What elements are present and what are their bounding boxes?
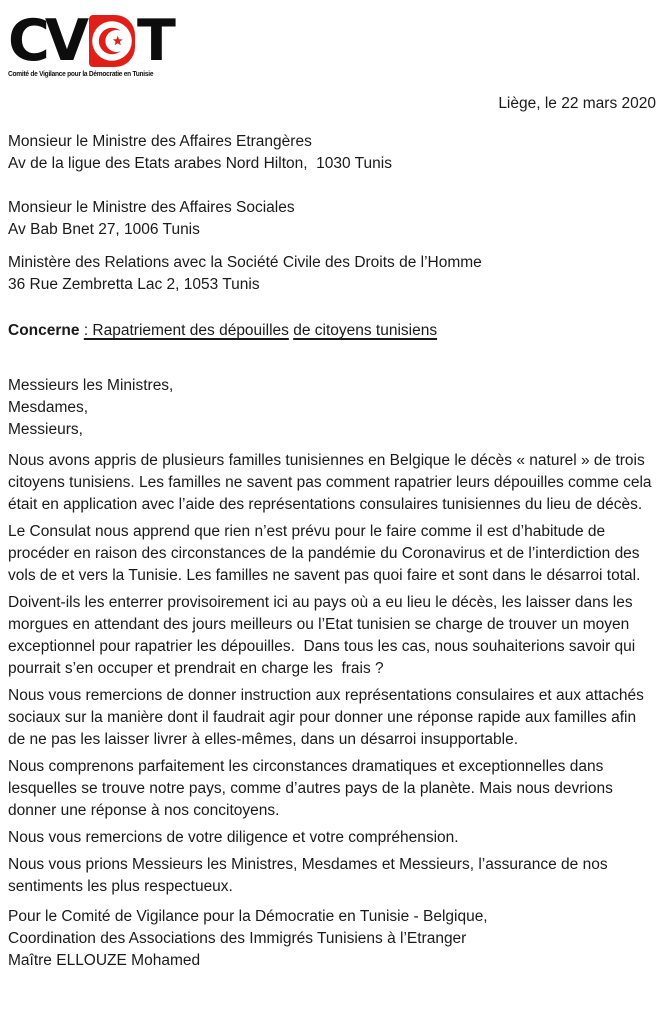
subject-label: Concerne [8,322,80,339]
paragraph-deces-annonce: Nous avons appris de plusieurs familles tunisiennes en Belgique le décès « naturel » de trois citoyens tunisiens. Les familles ne savent pas comment rapatrier leurs dépouilles comme cela était en application avec l’aide des représentations consulaires tunisiennes du lieu de décès. [8,452,656,513]
signature-block [8,906,656,972]
subject-text-part2: de citoyens tunisiens [293,322,438,339]
paragraph-consulat: Le Consulat nous apprend que rien n’est prévu pour le faire comme il est d’habitude de procéder en raison des circonstances de la pandémie du Coronavirus et de l’interdiction des vols de et vers la Tunisie. Les familles ne savent pas quoi faire et sont dans le désarroi total. [8,523,644,584]
logo-tagline: Comité de Vigilance pour la Démocratie en Tunisie [8,69,154,78]
salutation-line: Messieurs les Ministres, [8,377,174,394]
tunisia-flag-icon [89,15,135,67]
signature-coordination: Coordination des Associations des Immigrés Tunisiens à l’Etranger [8,930,467,947]
salutation-block [8,375,656,441]
recipient-block-human-rights [8,252,656,296]
paragraph-remerciements: Nous vous remercions de votre diligence et votre compréhension. [8,829,459,846]
cvdt-logo [8,8,656,79]
recipient-title: Monsieur le Ministre des Affaires Etrangères [8,133,312,150]
subject-line [8,320,656,342]
paragraph-demande-instruction: Nous vous remercions de donner instruction aux représentations consulaires et aux attachés sociaux sur la manière dont il faudrait agir pour donner une réponse rapide aux familles afin de ne pas les laisser livrer à elles-mêmes, dans un désarroi insupportable. [8,687,649,748]
salutation-line: Mesdames, [8,399,89,416]
salutation-line: Messieurs, [8,421,83,438]
date-line: Liège, le 22 mars 2020 [498,95,656,112]
recipient-address: Av de la ligue des Etats arabes Nord Hilton, 1030 Tunis [8,155,392,172]
logo-letters-t: T [136,8,171,74]
paragraph-options-rapatriement: Doivent-ils les enterrer provisoirement ici au pays où a eu lieu le décès, les laisser dans les morgues en attendant des jours meilleurs ou l’Etat tunisien se charge de trouver un moyen exceptionnel pour rapatrier les dépouilles. Dans tous les cas, nous souhaiterions savoir qui pourrait s’en occuper et prendrait en charge les frais ? [8,594,640,677]
recipient-block-social-affairs [8,197,656,241]
recipient-title: Ministère des Relations avec la Société Civile des Droits de l’Homme [8,254,482,271]
recipient-address: 36 Rue Zembretta Lac 2, 1053 Tunis [8,276,260,293]
signature-name: Maître ELLOUZE Mohamed [8,952,201,969]
recipient-address: Av Bab Bnet 27, 1006 Tunis [8,221,200,238]
subject-text-part1: : Rapatriement des dépouilles [83,322,289,339]
paragraph-comprehension: Nous comprenons parfaitement les circonstances dramatiques et exceptionnelles dans lesquelles se trouve notre pays, comme d’autres pays de la planète. Mais nous devrions donner une réponse à nos concitoyens. [8,758,618,819]
signature-organization: Pour le Comité de Vigilance pour la Démocratie en Tunisie - Belgique, [8,908,488,925]
paragraph-formule-politesse: Nous vous prions Messieurs les Ministres, Mesdames et Messieurs, l’assurance de nos sentiments les plus respectueux. [8,856,612,895]
recipient-block-foreign-affairs [8,131,656,175]
letter-body [8,450,656,898]
logo-letters-cv: CV [8,8,84,74]
recipient-title: Monsieur le Ministre des Affaires Sociales [8,199,295,216]
